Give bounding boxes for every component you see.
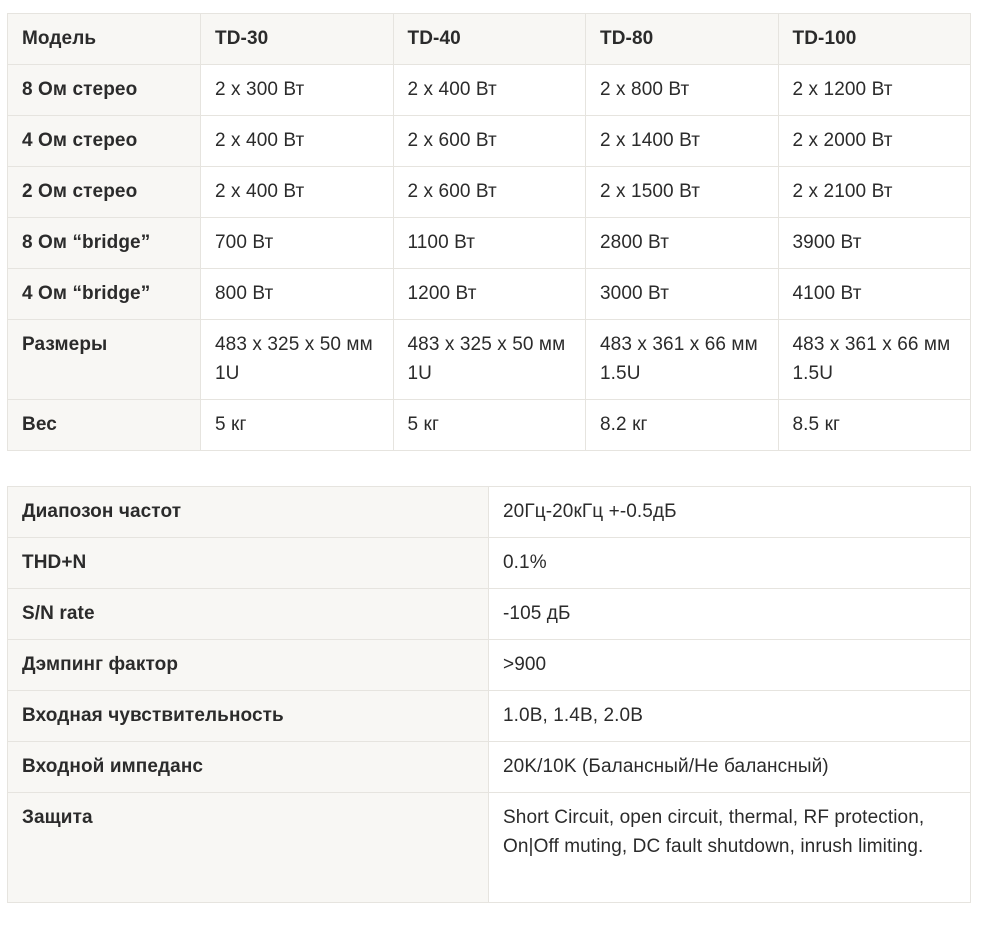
table-cell: 1.0В, 1.4В, 2.0В: [489, 691, 971, 742]
header-cell-td30: TD-30: [201, 14, 394, 65]
row-label: Входной импеданс: [8, 742, 489, 793]
row-label: S/N rate: [8, 589, 489, 640]
table-row: [8, 589, 971, 640]
table-row: [8, 640, 971, 691]
table-cell: 483 x 325 x 50 мм 1U: [201, 320, 394, 400]
header-cell-td100: TD-100: [778, 14, 971, 65]
table-cell: 483 x 325 x 50 мм 1U: [393, 320, 586, 400]
row-label: 2 Ом стерео: [8, 167, 201, 218]
table-cell: 20K/10K (Балансный/Не балансный): [489, 742, 971, 793]
table-cell: 483 x 361 x 66 мм 1.5U: [778, 320, 971, 400]
table-cell: 1200 Вт: [393, 269, 586, 320]
table-cell: 2 x 600 Вт: [393, 116, 586, 167]
table-cell: 5 кг: [201, 400, 394, 451]
table-cell: 2 x 400 Вт: [201, 167, 394, 218]
table-row: [8, 742, 971, 793]
table-cell: 5 кг: [393, 400, 586, 451]
table-cell: -105 дБ: [489, 589, 971, 640]
table-cell: 2 x 1400 Вт: [586, 116, 779, 167]
table-row: [8, 218, 971, 269]
table-cell: 2 x 1500 Вт: [586, 167, 779, 218]
table-header-row: [8, 14, 971, 65]
table-row: [8, 269, 971, 320]
row-label: Дэмпинг фактор: [8, 640, 489, 691]
table-row: [8, 538, 971, 589]
row-label: 4 Ом “bridge”: [8, 269, 201, 320]
table-cell: 700 Вт: [201, 218, 394, 269]
table-cell: 2 x 400 Вт: [201, 116, 394, 167]
row-label: Размеры: [8, 320, 201, 400]
table-row: [8, 691, 971, 742]
table-cell: 483 x 361 x 66 мм 1.5U: [586, 320, 779, 400]
row-label: Диапозон частот: [8, 487, 489, 538]
table-cell: 20Гц-20кГц +-0.5дБ: [489, 487, 971, 538]
table-cell: 3900 Вт: [778, 218, 971, 269]
table-cell: 2 x 800 Вт: [586, 65, 779, 116]
row-label: THD+N: [8, 538, 489, 589]
table-cell: 3000 Вт: [586, 269, 779, 320]
table-cell: 8.2 кг: [586, 400, 779, 451]
table-cell: 2 x 400 Вт: [393, 65, 586, 116]
table-row: [8, 116, 971, 167]
table-cell: 2800 Вт: [586, 218, 779, 269]
table-row: [8, 167, 971, 218]
table-row: [8, 487, 971, 538]
table-row: [8, 793, 971, 903]
table-row: [8, 320, 971, 400]
row-label: 8 Ом “bridge”: [8, 218, 201, 269]
header-cell-model: Модель: [8, 14, 201, 65]
table-cell: 800 Вт: [201, 269, 394, 320]
table-cell: >900: [489, 640, 971, 691]
row-label: Защита: [8, 793, 489, 903]
header-cell-td80: TD-80: [586, 14, 779, 65]
table-cell: Short Circuit, open circuit, thermal, RF protection, On|Off muting, DC fault shutdown, inrush limiting.: [489, 793, 971, 903]
table-row: [8, 65, 971, 116]
table-cell: 2 x 1200 Вт: [778, 65, 971, 116]
row-label: 4 Ом стерео: [8, 116, 201, 167]
row-label: Вес: [8, 400, 201, 451]
specs-table: [7, 13, 971, 451]
table-cell: 0.1%: [489, 538, 971, 589]
row-label: 8 Ом стерео: [8, 65, 201, 116]
row-label: Входная чувствительность: [8, 691, 489, 742]
header-cell-td40: TD-40: [393, 14, 586, 65]
table-cell: 2 x 600 Вт: [393, 167, 586, 218]
table-row: [8, 400, 971, 451]
table-cell: 2 x 2000 Вт: [778, 116, 971, 167]
table-cell: 2 x 300 Вт: [201, 65, 394, 116]
table-cell: 1100 Вт: [393, 218, 586, 269]
table-cell: 2 x 2100 Вт: [778, 167, 971, 218]
params-table: [7, 486, 971, 903]
table-cell: 8.5 кг: [778, 400, 971, 451]
table-cell: 4100 Вт: [778, 269, 971, 320]
